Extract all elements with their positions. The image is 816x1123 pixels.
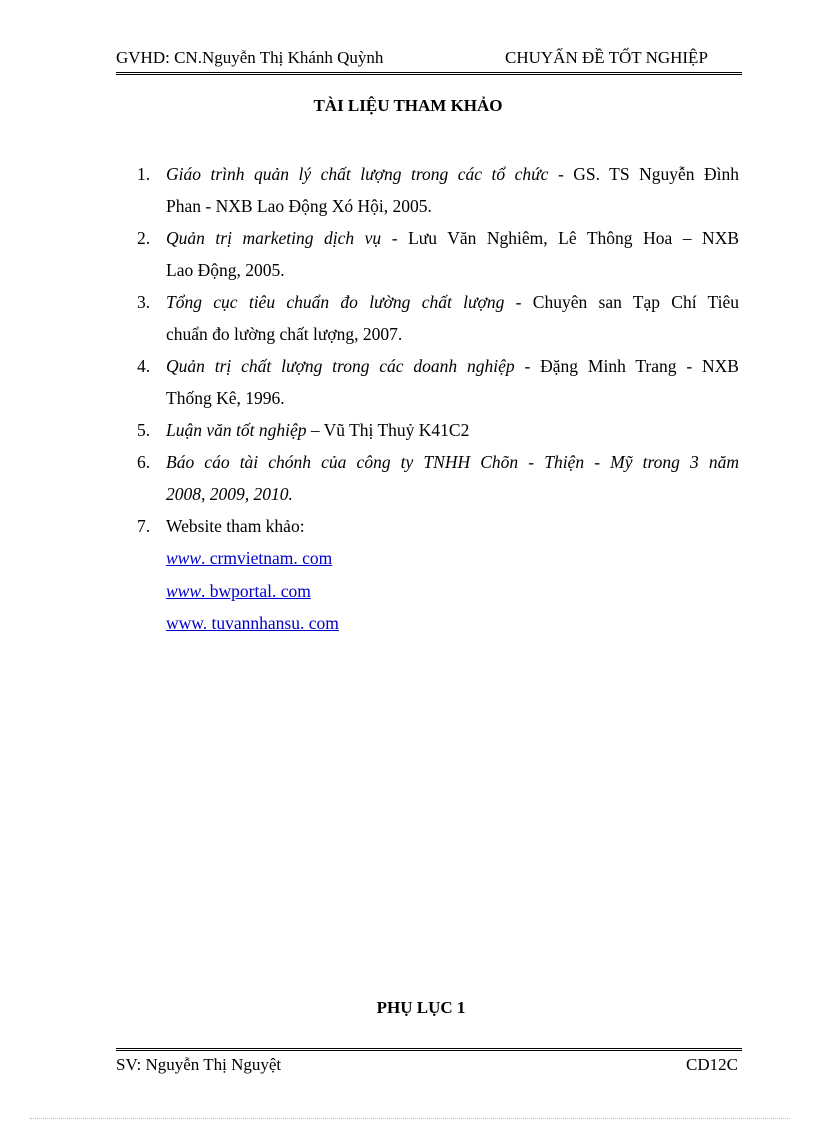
website-link[interactable]: www. crmvietnam. com: [166, 548, 333, 568]
reference-number: 6.: [137, 452, 151, 472]
reference-item: [137, 158, 739, 222]
reference-source: – Vũ Thị Thuỷ K41C2: [306, 420, 470, 440]
header-rule: [116, 72, 742, 75]
reference-item: [137, 414, 739, 446]
reference-source: Website tham khảo:: [166, 516, 305, 536]
reference-continuation: Lao Động, 2005.: [166, 260, 285, 280]
page-title: TÀI LIỆU THAM KHẢO: [313, 96, 503, 115]
reference-continuation: Thống Kê, 1996.: [166, 388, 285, 408]
footer-student: SV: Nguyễn Thị Nguyệt: [116, 1055, 282, 1074]
reference-item: [137, 222, 739, 286]
reference-list: [137, 158, 739, 640]
reference-continuation: Phan - NXB Lao Động Xó Hội, 2005.: [166, 196, 432, 216]
header-doc-type: CHUYẤN ĐỀ TỐT NGHIỆP: [505, 48, 708, 67]
website-list: [137, 542, 739, 640]
reference-item: [137, 350, 739, 414]
website-link[interactable]: www. bwportal. com: [166, 580, 311, 601]
reference-item: [137, 446, 739, 510]
reference-number: 2.: [137, 228, 151, 248]
reference-item: [137, 286, 739, 350]
reference-source: - Lưu Văn Nghiêm, Lê Thông Hoa – NXB: [381, 228, 740, 248]
reference-continuation: chuẩn đo lường chất lượng, 2007.: [166, 324, 403, 344]
page-edge-divider: [30, 1118, 790, 1119]
reference-number: 3.: [137, 292, 151, 312]
reference-title: Quản trị chất lượng trong các doanh nghiệp: [166, 356, 515, 376]
reference-number: 4.: [137, 356, 151, 376]
reference-title: Báo cáo tài chónh của công ty TNHH Chõn - Thiện - Mỹ trong 3 năm: [166, 452, 739, 472]
appendix-heading: PHỤ LỤC 1: [376, 998, 466, 1017]
reference-number: 1.: [137, 164, 151, 184]
reference-number: 7.: [137, 516, 151, 536]
reference-source: - Đặng Minh Trang - NXB: [514, 356, 739, 376]
reference-source: - GS. TS Nguyễn Đình: [548, 164, 739, 184]
header-advisor: GVHD: CN.Nguyễn Thị Khánh Quỳnh: [116, 48, 384, 67]
footer-rule: [116, 1048, 742, 1051]
footer-class-code: CD12C: [686, 1055, 738, 1074]
reference-title: Luận văn tốt nghiệp: [166, 420, 307, 440]
page-header: [116, 48, 740, 72]
reference-number: 5.: [137, 420, 151, 440]
reference-title: Giáo trình quản lý chất lượng trong các tổ chức: [166, 164, 549, 184]
reference-title: Quản trị marketing dịch vụ: [166, 228, 382, 248]
reference-item: [137, 510, 739, 542]
reference-source: - Chuyên san Tạp Chí Tiêu: [504, 292, 739, 312]
reference-continuation: 2008, 2009, 2010.: [166, 484, 293, 504]
website-link[interactable]: www. tuvannhansu. com: [166, 613, 339, 633]
reference-title: Tổng cục tiêu chuẩn đo lường chất lượng: [166, 292, 505, 312]
